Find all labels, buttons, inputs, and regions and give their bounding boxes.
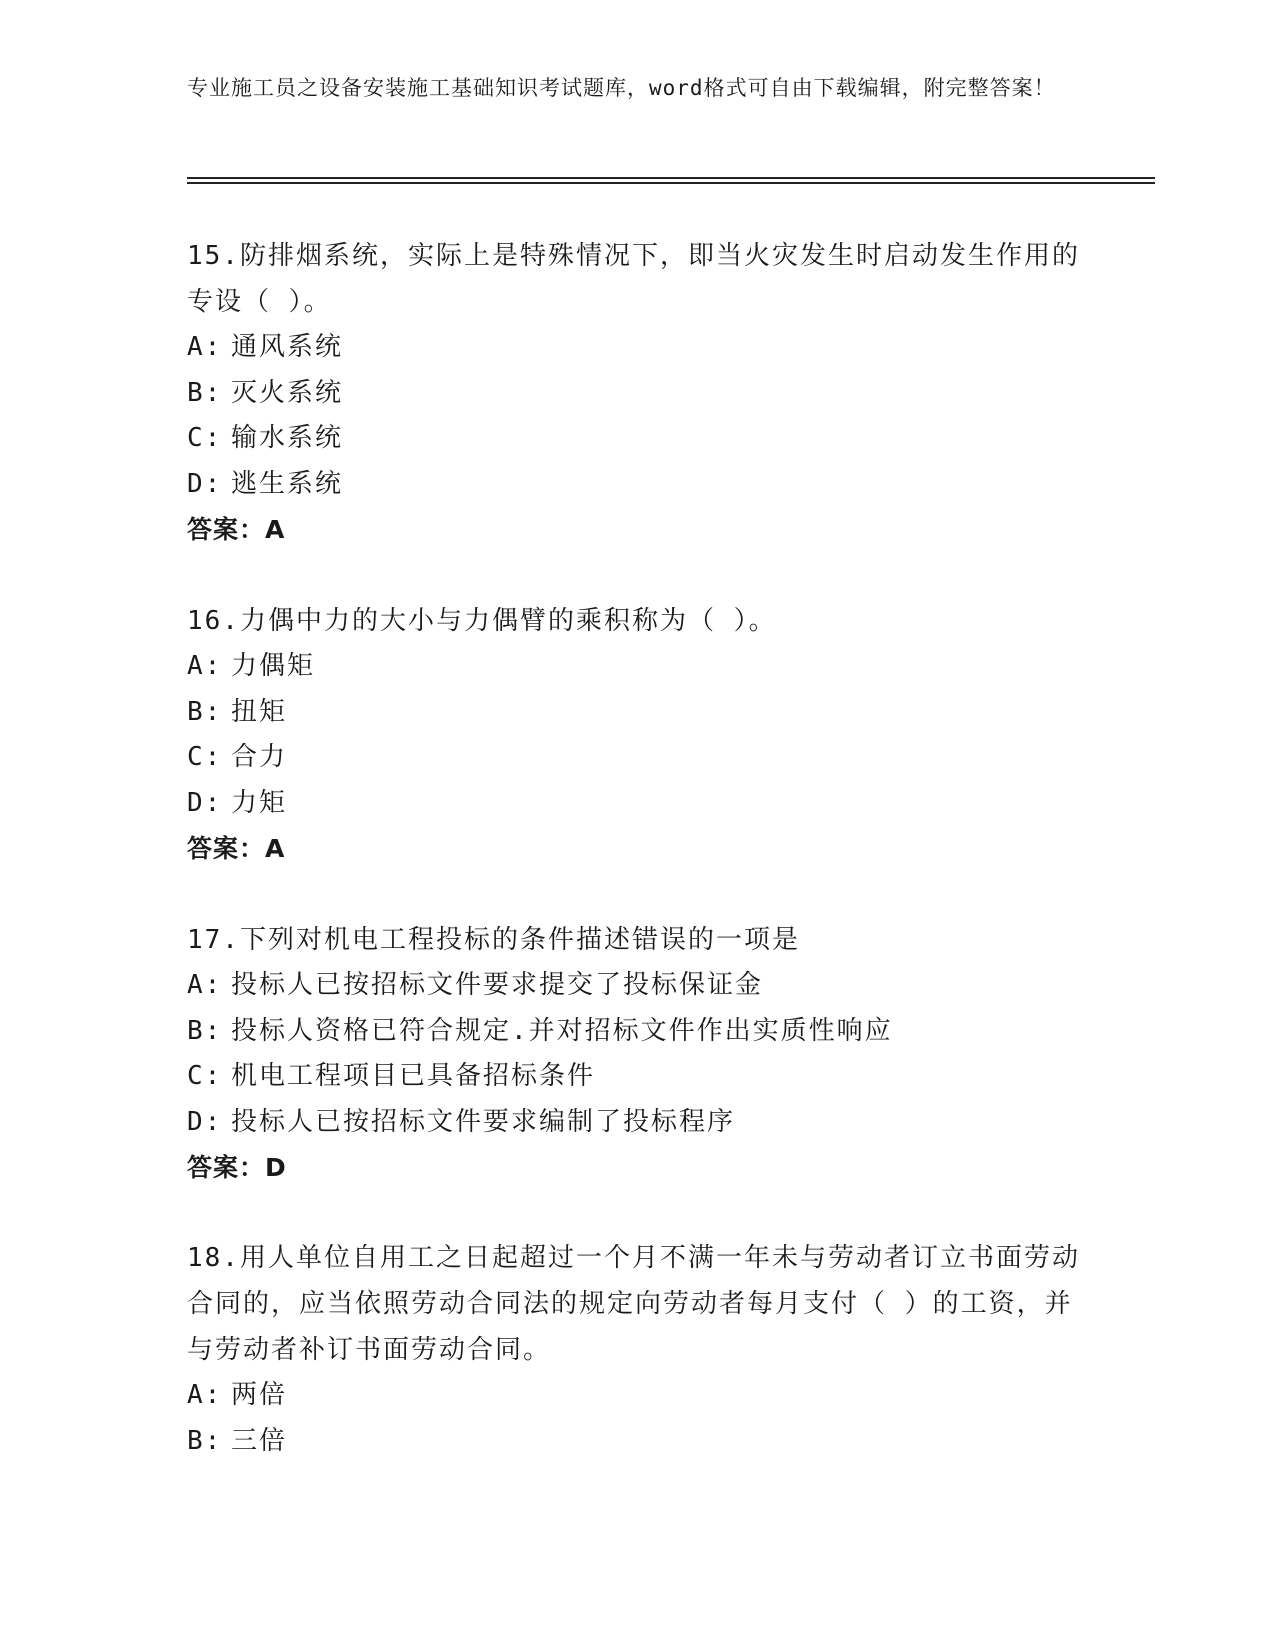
option-a [187, 325, 1087, 371]
option-letter: C: [187, 423, 223, 453]
option-c [187, 735, 1087, 781]
option-text: 力偶矩 [231, 651, 316, 681]
option-a [187, 963, 1087, 1009]
header-divider-bottom [187, 182, 1155, 184]
question-stem: 15.防排烟系统，实际上是特殊情况下，即当火灾发生时启动发生作用的专设（ ）。 [187, 241, 1080, 317]
option-text: 逃生系统 [231, 468, 344, 499]
option-a [187, 1373, 1087, 1419]
option-d [187, 462, 1087, 508]
option-text: 投标人已按招标文件要求提交了投标保证金 [231, 970, 764, 1000]
answer-line: 答案：A [187, 834, 286, 863]
option-c [187, 1054, 1087, 1100]
option-letter: A: [187, 1380, 223, 1410]
option-text: 投标人已按招标文件要求编制了投标程序 [231, 1106, 736, 1137]
question-17 [187, 917, 1087, 1191]
option-text: 通风系统 [231, 332, 344, 362]
question-15 [187, 233, 1087, 553]
option-letter: D: [187, 787, 223, 818]
question-stem: 16.力偶中力的大小与力偶臂的乘积称为（ ）。 [187, 606, 777, 636]
option-b [187, 1419, 1087, 1465]
option-text: 输水系统 [231, 423, 344, 453]
option-letter: D: [187, 468, 223, 499]
option-letter: A: [187, 970, 223, 1000]
option-letter: C: [187, 742, 223, 772]
option-b [187, 1009, 1087, 1055]
option-letter: C: [187, 1061, 223, 1091]
option-letter: D: [187, 1106, 223, 1137]
option-text: 三倍 [231, 1425, 288, 1456]
answer-line: 答案：D [187, 1153, 287, 1182]
option-text: 两倍 [231, 1380, 288, 1410]
option-letter: B: [187, 1015, 223, 1046]
option-letter: B: [187, 377, 223, 408]
option-text: 投标人资格已符合规定.并对招标文件作出实质性响应 [231, 1015, 893, 1046]
option-a [187, 644, 1087, 690]
question-stem: 18.用人单位自用工之日起超过一个月不满一年未与劳动者订立书面劳动合同的，应当依照劳动合同法的规定向劳动者每月支付（ ）的工资，并与劳动者补订书面劳动合同。 [187, 1243, 1080, 1365]
option-letter: A: [187, 332, 223, 362]
option-text: 灭火系统 [231, 377, 344, 408]
option-text: 机电工程项目已具备招标条件 [231, 1061, 596, 1091]
option-letter: B: [187, 1425, 223, 1456]
option-c [187, 416, 1087, 462]
answer-line: 答案：A [187, 515, 286, 544]
question-stem: 17.下列对机电工程投标的条件描述错误的一项是 [187, 925, 800, 955]
option-d [187, 1100, 1087, 1146]
option-b [187, 690, 1087, 736]
question-18 [187, 1235, 1087, 1464]
option-text: 力矩 [231, 787, 288, 818]
option-b [187, 371, 1087, 417]
document-header: 专业施工员之设备安装施工基础知识考试题库，word格式可自由下载编辑，附完整答案！ [187, 76, 1056, 100]
question-16 [187, 598, 1087, 872]
option-text: 合力 [231, 742, 288, 772]
option-letter: A: [187, 651, 223, 681]
header-divider-top [187, 177, 1155, 179]
option-d [187, 781, 1087, 827]
option-text: 扭矩 [231, 696, 288, 727]
option-letter: B: [187, 696, 223, 727]
